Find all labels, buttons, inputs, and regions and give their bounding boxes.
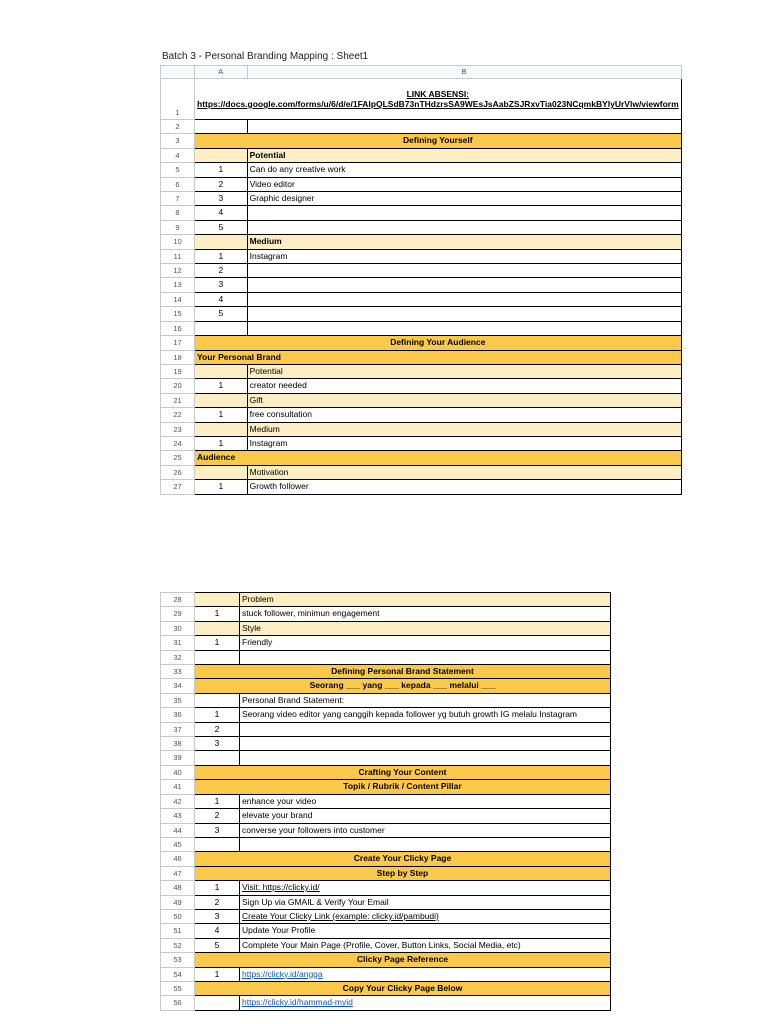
cell-a[interactable] bbox=[195, 422, 248, 436]
row-number[interactable]: 55 bbox=[161, 981, 195, 995]
row-number[interactable]: 52 bbox=[161, 938, 195, 952]
cell-a[interactable] bbox=[195, 393, 248, 407]
row-number[interactable]: 1 bbox=[161, 79, 195, 120]
row-number[interactable]: 30 bbox=[161, 621, 195, 635]
cell-b[interactable]: Seorang video editor yang canggih kepada follower yg butuh growth IG melalu Instagram bbox=[240, 708, 611, 722]
cell-a[interactable] bbox=[195, 996, 240, 1010]
cell-a[interactable]: 5 bbox=[195, 220, 248, 234]
cell-b[interactable]: free consultation bbox=[247, 408, 681, 422]
row-number[interactable]: 42 bbox=[161, 794, 195, 808]
cell-b[interactable]: Video editor bbox=[247, 177, 681, 191]
cell-b[interactable]: Medium bbox=[247, 235, 681, 249]
cell-a[interactable]: 3 bbox=[195, 823, 240, 837]
table-row bbox=[161, 809, 611, 823]
table-row bbox=[161, 264, 682, 278]
row-number[interactable]: 7 bbox=[161, 192, 195, 206]
table-row bbox=[161, 364, 682, 378]
row-number[interactable]: 40 bbox=[161, 765, 195, 779]
row-number[interactable]: 6 bbox=[161, 177, 195, 191]
cell-b[interactable] bbox=[247, 206, 681, 220]
cell-a[interactable]: 2 bbox=[195, 722, 240, 736]
table-row bbox=[161, 621, 611, 635]
cell-b[interactable]: elevate your brand bbox=[240, 809, 611, 823]
table-row bbox=[161, 679, 611, 693]
row-number[interactable]: 16 bbox=[161, 321, 195, 335]
cell-b[interactable] bbox=[247, 278, 681, 292]
table-row bbox=[161, 249, 682, 263]
cell-b[interactable]: creator needed bbox=[247, 379, 681, 393]
cell-b[interactable] bbox=[247, 120, 681, 134]
cell-b[interactable]: Growth follower bbox=[247, 480, 681, 494]
row-number[interactable]: 45 bbox=[161, 837, 195, 851]
cell-b[interactable]: Problem bbox=[240, 593, 611, 607]
sheet-table-page-1 bbox=[160, 65, 682, 495]
row-number[interactable]: 49 bbox=[161, 895, 195, 909]
cell-a[interactable] bbox=[195, 465, 248, 479]
cell-b[interactable]: Instagram bbox=[247, 249, 681, 263]
row-number[interactable]: 41 bbox=[161, 780, 195, 794]
table-row bbox=[161, 852, 611, 866]
cell-a[interactable]: 1 bbox=[195, 480, 248, 494]
row-number[interactable]: 18 bbox=[161, 350, 195, 364]
table-row bbox=[161, 693, 611, 707]
table-row bbox=[161, 722, 611, 736]
table-row bbox=[161, 148, 682, 162]
cell-a[interactable]: 1 bbox=[195, 249, 248, 263]
cell-b[interactable] bbox=[247, 264, 681, 278]
row-number[interactable]: 2 bbox=[161, 120, 195, 134]
cell-b[interactable]: Instagram bbox=[247, 436, 681, 450]
table-row bbox=[161, 220, 682, 234]
cell-a[interactable]: 3 bbox=[195, 909, 240, 923]
row-number[interactable]: 53 bbox=[161, 953, 195, 967]
table-row bbox=[161, 938, 611, 952]
row-number[interactable]: 44 bbox=[161, 823, 195, 837]
table-row bbox=[161, 881, 611, 895]
row-number[interactable]: 14 bbox=[161, 292, 195, 306]
cell-b[interactable] bbox=[247, 307, 681, 321]
cell-b[interactable]: Visit: https://clicky.id/ bbox=[240, 881, 611, 895]
cell-a[interactable] bbox=[195, 693, 240, 707]
cell-a[interactable]: 2 bbox=[195, 809, 240, 823]
row-number[interactable]: 24 bbox=[161, 436, 195, 450]
cell-b[interactable]: Medium bbox=[247, 422, 681, 436]
cell-b[interactable]: Graphic designer bbox=[247, 192, 681, 206]
table-row bbox=[161, 837, 611, 851]
cell-a[interactable]: 4 bbox=[195, 292, 248, 306]
row-number[interactable]: 39 bbox=[161, 751, 195, 765]
cell-a[interactable]: 1 bbox=[195, 379, 248, 393]
row-number[interactable]: 33 bbox=[161, 665, 195, 679]
cell-b[interactable]: Complete Your Main Page (Profile, Cover, Button Links, Social Media, etc) bbox=[240, 938, 611, 952]
link-absensi-cell[interactable]: LINK ABSENSI: https://docs.google.com/forms/u/6/d/e/1FAIpQLSdB73nTHdzrsSA9WEsJsAabZSJRxvTia023NCqmkBYlyUrVlw/viewform bbox=[195, 79, 682, 120]
column-header-a[interactable]: A bbox=[195, 66, 248, 79]
table-row bbox=[161, 823, 611, 837]
table-row bbox=[161, 177, 682, 191]
table-row bbox=[161, 278, 682, 292]
table-row bbox=[161, 953, 611, 967]
cell-b[interactable]: Potential bbox=[247, 364, 681, 378]
table-row bbox=[161, 737, 611, 751]
row-number[interactable]: 23 bbox=[161, 422, 195, 436]
sheet-table-page-2 bbox=[160, 592, 611, 1011]
cell-b[interactable]: Gift bbox=[247, 393, 681, 407]
row-number[interactable]: 32 bbox=[161, 650, 195, 664]
cell-a[interactable]: 1 bbox=[195, 794, 240, 808]
table-row bbox=[161, 307, 682, 321]
cell-a[interactable]: 1 bbox=[195, 436, 248, 450]
cell-a[interactable]: 1 bbox=[195, 163, 248, 177]
table-row bbox=[161, 79, 682, 120]
cell-a[interactable]: 2 bbox=[195, 177, 248, 191]
cell-b[interactable]: Update Your Profile bbox=[240, 924, 611, 938]
cell-b[interactable]: Sign Up via GMAIL & Verify Your Email bbox=[240, 895, 611, 909]
row-number[interactable]: 43 bbox=[161, 809, 195, 823]
row-number[interactable]: 10 bbox=[161, 235, 195, 249]
row-number[interactable]: 31 bbox=[161, 636, 195, 650]
section-header-cell[interactable]: Defining Yourself bbox=[195, 134, 682, 148]
corner-cell[interactable] bbox=[161, 66, 195, 79]
table-row bbox=[161, 924, 611, 938]
table-row bbox=[161, 765, 611, 779]
cell-a[interactable] bbox=[195, 751, 240, 765]
cell-b[interactable] bbox=[240, 722, 611, 736]
table-row bbox=[161, 163, 682, 177]
cell-b[interactable]: converse your followers into customer bbox=[240, 823, 611, 837]
row-number[interactable]: 3 bbox=[161, 134, 195, 148]
table-row bbox=[161, 321, 682, 335]
row-number[interactable]: 50 bbox=[161, 909, 195, 923]
column-header-b[interactable]: B bbox=[247, 66, 681, 79]
cell-b[interactable] bbox=[247, 321, 681, 335]
cell-a[interactable] bbox=[195, 837, 240, 851]
cell-a[interactable]: 4 bbox=[195, 206, 248, 220]
table-row bbox=[161, 967, 611, 981]
table-row bbox=[161, 422, 682, 436]
cell-a[interactable]: 3 bbox=[195, 192, 248, 206]
row-number[interactable]: 37 bbox=[161, 722, 195, 736]
cell-a[interactable] bbox=[195, 120, 248, 134]
table-row bbox=[161, 292, 682, 306]
section-header-cell[interactable]: Create Your Clicky Page bbox=[195, 852, 611, 866]
table-row bbox=[161, 607, 611, 621]
table-row bbox=[161, 120, 682, 134]
cell-a[interactable] bbox=[195, 148, 248, 162]
row-number[interactable]: 46 bbox=[161, 852, 195, 866]
cell-b[interactable]: Friendly bbox=[240, 636, 611, 650]
cell-b[interactable]: enhance your video bbox=[240, 794, 611, 808]
cell-a[interactable] bbox=[195, 235, 248, 249]
table-row bbox=[161, 650, 611, 664]
table-row bbox=[161, 379, 682, 393]
row-number[interactable]: 8 bbox=[161, 206, 195, 220]
cell-a[interactable] bbox=[195, 593, 240, 607]
row-number[interactable]: 35 bbox=[161, 693, 195, 707]
cell-b[interactable]: Potential bbox=[247, 148, 681, 162]
group-label-cell[interactable]: Your Personal Brand bbox=[195, 350, 682, 364]
table-row bbox=[161, 192, 682, 206]
table-row bbox=[161, 593, 611, 607]
cell-b[interactable]: Style bbox=[240, 621, 611, 635]
cell-b[interactable]: Motivation bbox=[247, 465, 681, 479]
hyperlink[interactable]: https://clicky.id/angga bbox=[242, 968, 323, 979]
row-number[interactable]: 51 bbox=[161, 924, 195, 938]
cell-b[interactable]: Can do any creative work bbox=[247, 163, 681, 177]
cell-a[interactable]: 4 bbox=[195, 924, 240, 938]
hyperlink[interactable]: https://clicky.id/hammad-myid bbox=[242, 997, 353, 1008]
cell-a[interactable]: 1 bbox=[195, 607, 240, 621]
column-header-row bbox=[161, 66, 682, 79]
row-number[interactable]: 11 bbox=[161, 249, 195, 263]
cell-b[interactable] bbox=[247, 220, 681, 234]
cell-a[interactable] bbox=[195, 321, 248, 335]
cell-a[interactable]: 2 bbox=[195, 264, 248, 278]
table-row bbox=[161, 996, 611, 1010]
row-number[interactable]: 20 bbox=[161, 379, 195, 393]
section-header-cell[interactable]: Copy Your Clicky Page Below bbox=[195, 981, 611, 995]
table-row bbox=[161, 895, 611, 909]
row-number[interactable]: 38 bbox=[161, 737, 195, 751]
table-row bbox=[161, 636, 611, 650]
cell-b[interactable] bbox=[240, 650, 611, 664]
cell-a[interactable]: 3 bbox=[195, 737, 240, 751]
row-number[interactable]: 26 bbox=[161, 465, 195, 479]
table-row bbox=[161, 909, 611, 923]
row-number[interactable]: 56 bbox=[161, 996, 195, 1010]
cell-a[interactable]: 1 bbox=[195, 967, 240, 981]
table-row bbox=[161, 794, 611, 808]
cell-a[interactable]: 1 bbox=[195, 636, 240, 650]
cell-b[interactable]: Create Your Clicky Link (example: clicky.id/pambudi) bbox=[240, 909, 611, 923]
table-row bbox=[161, 665, 611, 679]
cell-a[interactable] bbox=[195, 650, 240, 664]
table-row bbox=[161, 336, 682, 350]
cell-a[interactable]: 1 bbox=[195, 408, 248, 422]
table-row bbox=[161, 235, 682, 249]
row-number[interactable]: 34 bbox=[161, 679, 195, 693]
row-number[interactable]: 22 bbox=[161, 408, 195, 422]
cell-b[interactable] bbox=[240, 737, 611, 751]
table-row bbox=[161, 408, 682, 422]
row-number[interactable]: 9 bbox=[161, 220, 195, 234]
table-row bbox=[161, 480, 682, 494]
table-row bbox=[161, 350, 682, 364]
cell-a[interactable]: 1 bbox=[195, 881, 240, 895]
cell-a[interactable]: 5 bbox=[195, 938, 240, 952]
table-row bbox=[161, 465, 682, 479]
table-row bbox=[161, 206, 682, 220]
cell-b[interactable] bbox=[240, 837, 611, 851]
row-number[interactable]: 21 bbox=[161, 393, 195, 407]
cell-b[interactable]: Personal Brand Statement: bbox=[240, 693, 611, 707]
sheet-title: Batch 3 - Personal Branding Mapping : Sheet1 bbox=[162, 51, 369, 62]
cell-a[interactable] bbox=[195, 364, 248, 378]
row-number[interactable]: 27 bbox=[161, 480, 195, 494]
table-row bbox=[161, 780, 611, 794]
table-row bbox=[161, 866, 611, 880]
table-row bbox=[161, 708, 611, 722]
cell-b[interactable] bbox=[240, 751, 611, 765]
link-cell[interactable] bbox=[240, 967, 611, 981]
row-number[interactable]: 12 bbox=[161, 264, 195, 278]
row-number[interactable]: 28 bbox=[161, 593, 195, 607]
row-number[interactable]: 29 bbox=[161, 607, 195, 621]
section-header-cell[interactable]: Step by Step bbox=[195, 866, 611, 880]
group-label-cell[interactable]: Audience bbox=[195, 451, 682, 465]
cell-b[interactable] bbox=[247, 292, 681, 306]
table-row bbox=[161, 451, 682, 465]
row-number[interactable]: 47 bbox=[161, 866, 195, 880]
section-header-cell[interactable]: Clicky Page Reference bbox=[195, 953, 611, 967]
row-number[interactable]: 54 bbox=[161, 967, 195, 981]
section-header-cell[interactable]: Defining Your Audience bbox=[195, 336, 682, 350]
row-number[interactable]: 36 bbox=[161, 708, 195, 722]
cell-a[interactable]: 3 bbox=[195, 278, 248, 292]
row-number[interactable]: 15 bbox=[161, 307, 195, 321]
cell-a[interactable]: 2 bbox=[195, 895, 240, 909]
table-row bbox=[161, 751, 611, 765]
cell-a[interactable]: 1 bbox=[195, 708, 240, 722]
table-row bbox=[161, 436, 682, 450]
section-header-cell[interactable]: Defining Personal Brand Statement bbox=[195, 665, 611, 679]
cell-b[interactable]: stuck follower, minimun engagement bbox=[240, 607, 611, 621]
row-number[interactable]: 25 bbox=[161, 451, 195, 465]
row-number[interactable]: 4 bbox=[161, 148, 195, 162]
row-number[interactable]: 5 bbox=[161, 163, 195, 177]
table-row bbox=[161, 981, 611, 995]
row-number[interactable]: 19 bbox=[161, 364, 195, 378]
table-row bbox=[161, 134, 682, 148]
cell-a[interactable]: 5 bbox=[195, 307, 248, 321]
cell-a[interactable] bbox=[195, 621, 240, 635]
section-header-cell[interactable]: Crafting Your Content bbox=[195, 765, 611, 779]
table-row bbox=[161, 393, 682, 407]
row-number[interactable]: 13 bbox=[161, 278, 195, 292]
link-cell[interactable] bbox=[240, 996, 611, 1010]
section-header-cell[interactable]: Seorang ___ yang ___ kepada ___ melalui ___ bbox=[195, 679, 611, 693]
row-number[interactable]: 17 bbox=[161, 336, 195, 350]
section-header-cell[interactable]: Topik / Rubrik / Content Pillar bbox=[195, 780, 611, 794]
row-number[interactable]: 48 bbox=[161, 881, 195, 895]
